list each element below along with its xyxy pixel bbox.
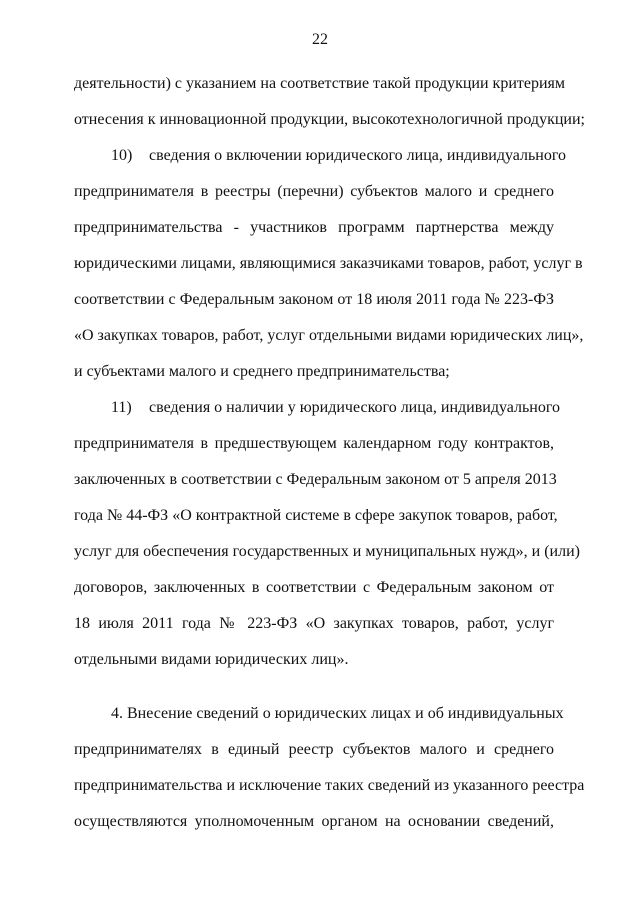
list-item-11	[74, 390, 580, 678]
text-line: деятельности) с указанием на соответствие такой продукции критериям	[74, 75, 566, 92]
text-line-first: 4. Внесение сведений о юридических лицах и об индивидуальных	[111, 705, 564, 722]
text-line: 18 июля 2011 года № 223-ФЗ «О закупках товаров, работ, услуг	[74, 615, 554, 632]
text-line: осуществляются уполномоченным органом на основании сведений,	[74, 813, 554, 830]
list-item-number: 10)	[111, 147, 133, 164]
text-line: сведения о наличии у юридического лица, индивидуального	[149, 399, 561, 416]
text-line: «О закупках товаров, работ, услуг отдельными видами юридических лиц»,	[74, 327, 584, 344]
text-line: соответствии с Федеральным законом от 18 июля 2011 года № 223-ФЗ	[74, 291, 554, 308]
paragraph-4	[74, 696, 585, 840]
text-line: заключенных в соответствии с Федеральным законом от 5 апреля 2013	[74, 471, 557, 488]
text-line: и субъектами малого и среднего предпринимательства;	[74, 363, 450, 380]
text-line: договоров, заключенных в соответствии с Федеральным законом от	[74, 579, 554, 596]
list-item-10	[74, 138, 584, 390]
text-line: сведения о включении юридического лица, индивидуального	[149, 147, 566, 164]
text-line: отдельными видами юридических лиц».	[74, 651, 349, 668]
text-line: отнесения к инновационной продукции, высокотехнологичной продукции;	[74, 111, 585, 128]
text-line-first	[74, 138, 566, 174]
text-line: предпринимателя в реестры (перечни) субъектов малого и среднего	[74, 183, 554, 200]
document-body	[74, 66, 585, 840]
list-item-number: 11)	[111, 399, 132, 416]
text-line: года № 44-ФЗ «О контрактной системе в сфере закупок товаров, работ,	[74, 507, 558, 524]
text-line: услуг для обеспечения государственных и муниципальных нужд», и (или)	[74, 543, 580, 560]
paragraph-continuation	[74, 66, 585, 138]
page-number: 22	[312, 31, 328, 48]
text-line: юридическими лицами, являющимися заказчиками товаров, работ, услуг в	[74, 255, 583, 272]
text-line: предпринимателя в предшествующем календарном году контрактов,	[74, 435, 554, 452]
text-line: предпринимательства и исключение таких сведений из указанного реестра	[74, 777, 585, 794]
text-line: предпринимательства - участников программ партнерства между	[74, 219, 554, 236]
text-line-first	[74, 390, 561, 426]
text-line: предпринимателях в единый реестр субъектов малого и среднего	[74, 741, 554, 758]
